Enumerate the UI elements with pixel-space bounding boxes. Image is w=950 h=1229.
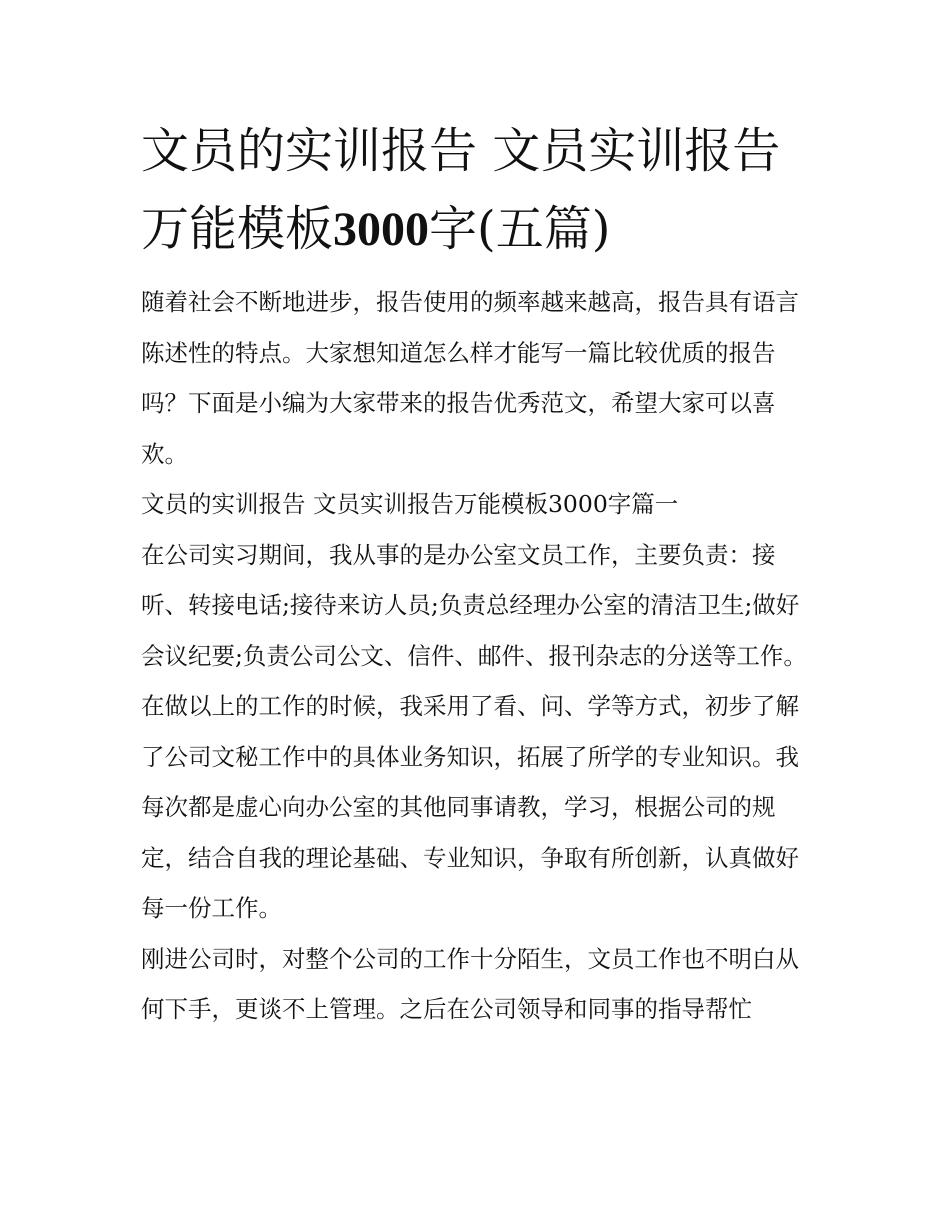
- document-title: [141, 112, 813, 269]
- body-paragraph: 在做以上的工作的时候，我采用了看、问、学等方式，初步了解了公司文秘工作中的具体业务知识，拓展了所学的专业知识。我每次都是虚心向办公室的其他同事请教，学习，根据公司的规定，结合自我的理论基础、专业知识，争取有所创新，认真做好每一份工作。: [141, 692, 799, 922]
- section-heading: 文员的实训报告 文员实训报告万能模板3000字篇一: [141, 490, 679, 518]
- body-paragraph: 刚进公司时，对整个公司的工作十分陌生，文员工作也不明白从何下手，更谈不上管理。之后在公司领导和同事的指导帮忙: [141, 944, 799, 1023]
- title-spacing: [141, 269, 813, 277]
- intro-paragraph: 随着社会不断地进步，报告使用的频率越来越高，报告具有语言陈述性的特点。大家想知道怎么样才能写一篇比较优质的报告吗？下面是小编为大家带来的报告优秀范文，希望大家可以喜欢。: [141, 288, 799, 468]
- title-line-2-suffix: 字(五篇): [429, 201, 611, 257]
- document-body: [141, 112, 813, 1035]
- title-line-1: 文员的实训报告 文员实训报告: [141, 123, 781, 179]
- title-line-2-prefix: 万能模板: [141, 201, 334, 257]
- body-paragraph: 在公司实习期间，我从事的是办公室文员工作，主要负责：接听、转接电话;接待来访人员;负责总经理办公室的清洁卫生;做好会议纪要;负责公司公文、信件、邮件、报刊杂志的分送等工作。: [141, 540, 807, 670]
- title-line-2-number: 3000: [333, 203, 430, 256]
